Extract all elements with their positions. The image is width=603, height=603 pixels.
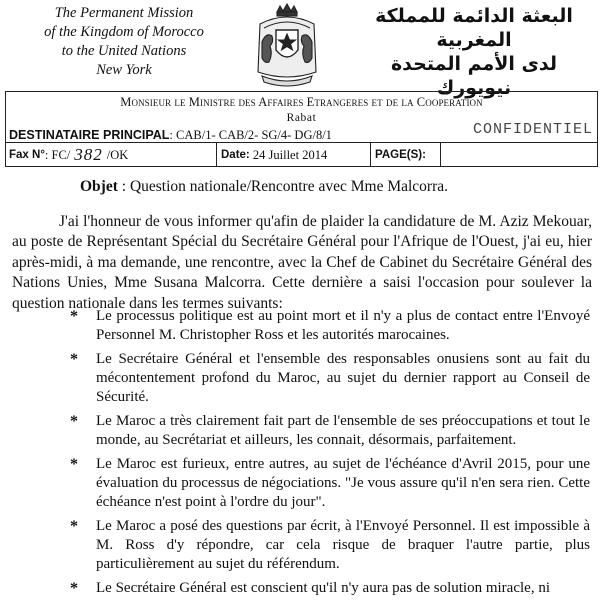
confidential-stamp: CONFIDENTIEL [472, 121, 593, 138]
bullet-text: Le Secrétaire Général est conscient qu'il n'y aura pas de solution miracle, ni [96, 580, 550, 596]
date-value: 24 Juillet 2014 [252, 147, 328, 162]
date-cell [216, 143, 371, 167]
destinataire-line [9, 128, 332, 143]
fax-number-cell [9, 143, 214, 167]
letterhead-ar-line: البعثة الدائمة للمملكة المغربية [375, 5, 573, 51]
letterhead-fr-line: New York [96, 62, 152, 78]
list-item [70, 455, 590, 512]
letterhead-ar-line: نيويورك [436, 77, 512, 99]
date-label: Date: [221, 149, 250, 161]
bullet-text: Le Secrétaire Général et l'ensemble des responsables onusiens sont au fait du mécontentement profond du Maroc, au sujet du dernier rapport au Conseil de Sécurité. [96, 351, 590, 405]
recipient-line [6, 95, 597, 110]
list-item [70, 412, 590, 450]
subject-label: Objet [80, 178, 118, 195]
list-item [70, 350, 590, 407]
bullet-text: Le Maroc a posé des questions par écrit, à l'Envoyé Personnel. Il est impossible à M. Ross d'y répondre, car cela risque de braquer l'autre partie, plus particulièrement au sujet du référendum. [96, 518, 590, 572]
letterhead-fr-line: to the United Nations [61, 43, 187, 59]
bullet-text: Le Maroc a très clairement fait part de l'ensemble de ses préoccupations et tout le monde, au Secrétariat et ailleurs, les connait, désormais, parfaitement. [96, 413, 590, 448]
bullet-text: Le processus politique est au point mort et il n'y a plus de contact entre l'Envoyé Personnel M. Christopher Ross et les autorités marocaines. [96, 308, 590, 343]
subject-line [80, 178, 448, 196]
pages-cell [370, 143, 445, 167]
fax-prefix: : FC/ [44, 147, 71, 162]
recipient-city: Rabat [286, 112, 317, 124]
letterhead-fr-line: The Permanent Mission [54, 5, 194, 21]
bullet-text: Le Maroc est furieux, entre autres, au sujet de l'échéance d'Avril 2015, pour une évaluation du processus de négociations. "Je vous assure qu'il n'en sera rien. Cette échéance n'est point à l'ordre du jour". [96, 456, 590, 510]
fax-suffix: /OK [106, 147, 129, 162]
fax-info-row [6, 143, 597, 167]
fax-header-box [5, 91, 598, 167]
asterisk-bullet-icon: * [70, 413, 78, 430]
asterisk-bullet-icon: * [70, 308, 78, 325]
fax-number: 382 [74, 145, 103, 164]
pages-cell-divider [440, 143, 441, 167]
list-item [70, 517, 590, 574]
subject-text: : Question nationale/Rencontre avec Mme Malcorra. [117, 178, 449, 195]
letterhead-ar-line: لدى الأمم المتحدة [390, 53, 558, 75]
bullet-list [70, 307, 590, 603]
list-item [70, 579, 590, 598]
letterhead-fr-line: of the Kingdom of Morocco [44, 24, 204, 40]
list-item [70, 307, 590, 345]
intro-paragraph: J'ai l'honneur de vous informer qu'afin de plaider la candidature de M. Aziz Mekouar, au poste de Représentant Spécial du Secrétaire Général pour l'Afrique de l'Ouest, j'ai eu, hier après-midi, à ma demande, une rencontre, avec la Chef de Cabinet du Secrétaire Général des Nations Unies, Mme Susana Malcorra. Cette dernière a saisi l'occasion pour soulever la question nationale dans les termes suivants: [12, 213, 592, 312]
recipient-title: Monsieur le Ministre des Affaires Etrangeres et de la Cooperation [120, 95, 483, 109]
asterisk-bullet-icon: * [70, 351, 78, 368]
asterisk-bullet-icon: * [70, 456, 78, 473]
asterisk-bullet-icon: * [70, 580, 78, 597]
asterisk-bullet-icon: * [70, 518, 78, 535]
pages-label: PAGE(S): [375, 149, 426, 161]
letterhead-french [14, 4, 234, 80]
destinataire-label: DESTINATAIRE PRINCIPAL [9, 128, 170, 142]
letterhead-arabic [359, 4, 589, 100]
fax-label: Fax N° [9, 149, 45, 161]
destinataire-value: : CAB/1- CAB/2- SG/4- DG/8/1 [169, 128, 332, 142]
coat-of-arms-icon [252, 2, 322, 88]
